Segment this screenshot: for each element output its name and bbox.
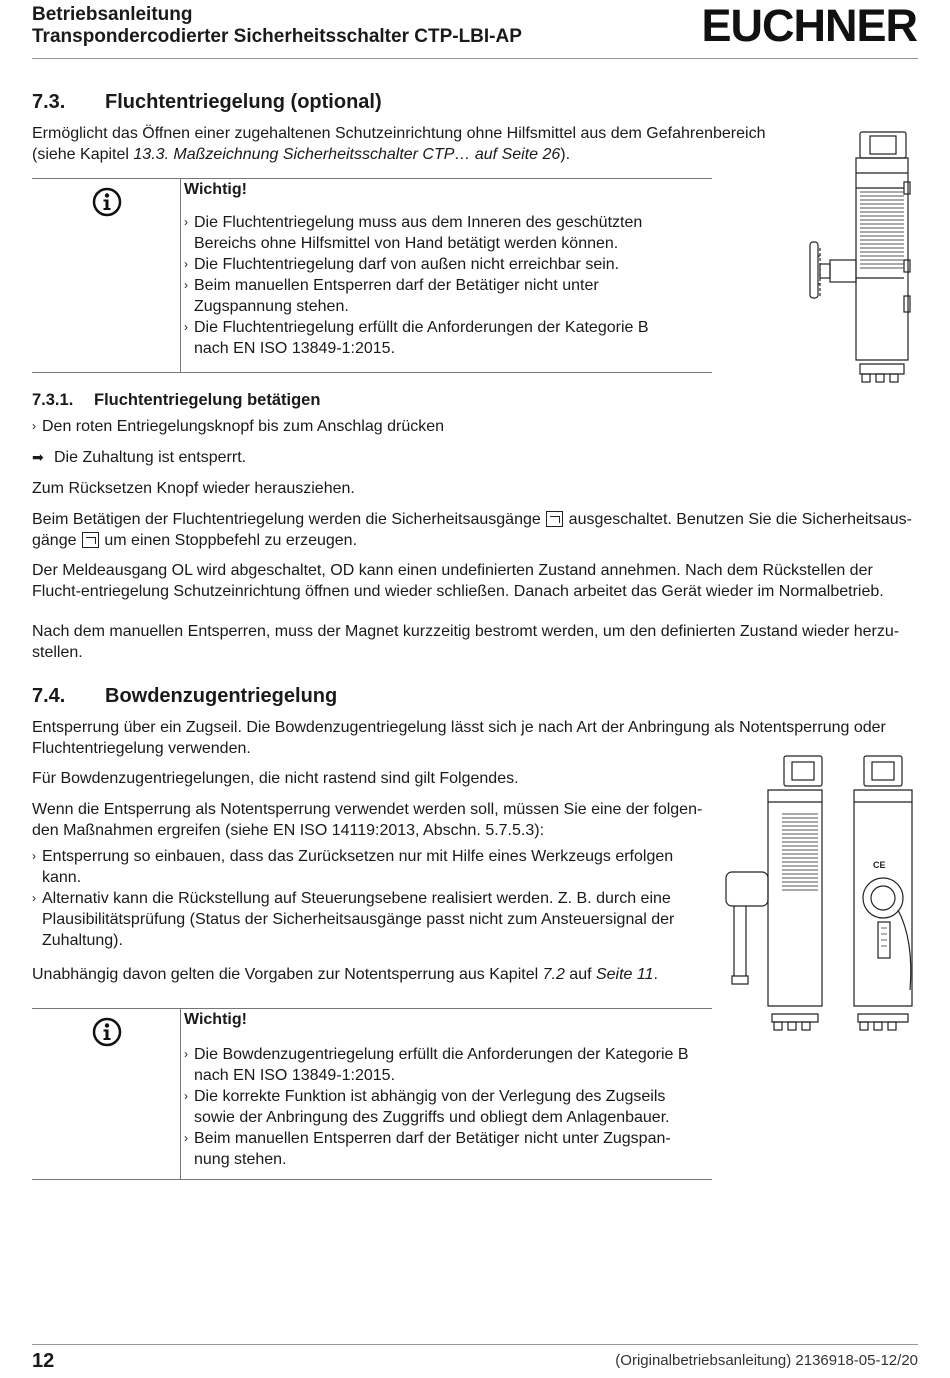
list-item: › Die Fluchtentriegelung erfüllt die Anforderungen der Kategorie B nach EN ISO 13849-1:2015. [184,317,684,359]
subsection-title: Fluchtentriegelung betätigen [94,391,321,409]
section-number: 7.3. [32,91,66,113]
paragraph-text: Unabhängig davon gelten die Vorgaben zur Notentsperrung aus Kapitel [32,966,543,983]
paragraph-text: um einen Stoppbefehl zu erzeugen. [99,532,358,549]
section-title: Bowdenzugentriegelung [105,685,338,707]
safety-outputs-paragraph [32,509,918,551]
bowden-general-rule [32,964,712,985]
intro-text: Ermöglicht das Öffnen einer zugehaltenen Schutzeinrichtung ohne Hilfsmittel aus dem Gefahrenbereich (siehe Kapitel [32,125,766,163]
important-note-1 [32,178,712,373]
page-number: 12 [32,1350,55,1372]
bowden-emergency-measures: Wenn die Entsperrung als Notentsperrung verwendet werden soll, müssen Sie eine der folgen-den Maßnahmen ergreifen (siehe EN ISO 14119:2013, Abschn. 5.7.5.3): [32,801,703,839]
bowden-release-illustration [718,750,928,1040]
measures-list [32,846,712,951]
safety-output-symbol-icon [82,532,99,548]
section-heading-7-3 [32,90,918,114]
reset-instruction: Zum Rücksetzen Knopf wieder herausziehen. [32,480,355,497]
list-item: › Die korrekte Funktion ist abhängig von der Verlegung des Zugseils sowie der Anbringung des Zuggriffs und obliegt dem Anlagenbauer. [184,1086,689,1128]
cross-reference-link[interactable]: 13.3. Maßzeichnung Sicherheitsschalter CTP… auf Seite 26 [133,146,561,163]
signal-output-paragraph: Der Meldeausgang OL wird abgeschaltet, OD kann einen undefinierten Zustand annehmen. Nach dem Rückstellen der Flucht-entriegelung Schutzeinrichtung öffnen und wieder schließen. Danach arbeitet das Gerät wieder im Normalbetrieb. [32,562,884,600]
document-header [32,4,522,48]
list-item: › Alternativ kann die Rückstellung auf Steuerungsebene realisiert werden. Z. B. durch eine Plausibilitätsprüfung (Status der Sicherheitsausgänge passt nicht zum Ansteuersignal der Zuhaltung). [32,888,712,951]
paragraph-text: . [653,966,658,983]
footer-rule [32,1344,918,1345]
page-reference-link[interactable]: Seite 11 [595,966,654,983]
escape-release-illustration [800,128,925,390]
product-title: Transpondercodierter Sicherheitsschalter CTP-LBI-AP [32,26,522,47]
list-item: › Die Fluchtentriegelung darf von außen nicht erreichbar sein. [184,254,712,275]
result-arrow-icon: ➡ [32,449,44,465]
magnet-paragraph: Nach dem manuellen Entsperren, muss der Magnet kurzzeitig bestromt werden, um den definierten Zustand wieder herzu-stellen. [32,623,900,661]
bowden-intro: Entsperrung über ein Zugseil. Die Bowdenzugentriegelung lässt sich je nach Art der Anbringung als Notentsperrung oder Fluchtentriegelung verwenden. [32,719,886,757]
ce-mark: CE [873,860,886,870]
note-list [184,1044,712,1170]
euchner-logo: EUCHNER [701,0,917,51]
list-item: › Beim manuellen Entsperren darf der Betätiger nicht unter Zugspannung stehen. [184,275,699,317]
note-list [184,212,712,359]
result-line [32,447,918,468]
important-note-2 [32,1008,712,1180]
list-item: › Die Fluchtentriegelung muss aus dem Inneren des geschützten Bereichs ohne Hilfsmittel von Hand betätigt werden können. [184,212,699,254]
section-heading-7-4 [32,684,918,708]
section-7-3-intro [32,123,792,165]
chapter-reference-link[interactable]: 7.2 [542,966,565,983]
note-title: Wichtig! [184,181,247,198]
header-rule [32,58,918,59]
list-item: › Beim manuellen Entsperren darf der Betätiger nicht unter Zugspan-nung stehen. [184,1128,689,1170]
subsection-number: 7.3.1. [32,391,74,409]
subsection-heading-7-3-1 [32,390,918,410]
action-step-list [32,416,918,437]
note-divider [180,1009,181,1179]
bowden-nonlatching: Für Bowdenzugentriegelungen, die nicht rastend sind gilt Folgendes. [32,770,519,787]
note-title: Wichtig! [184,1011,247,1028]
list-item: › Die Bowdenzugentriegelung erfüllt die Anforderungen der Kategorie B nach EN ISO 13849-1:2015. [184,1044,704,1086]
intro-text-end: ). [560,146,571,163]
result-text: Die Zuhaltung ist entsperrt. [54,449,247,466]
note-divider [180,179,181,372]
paragraph-text: auf [564,966,596,983]
info-icon [92,187,122,217]
paragraph-text: ausgeschaltet. Benutzen Sie die Sicherheitsaus-gänge [32,511,912,549]
list-item: › Entsperrung so einbauen, dass das Zurücksetzen nur mit Hilfe eines Werkzeugs erfolgen kann. [32,846,712,888]
doc-type: Betriebsanleitung [32,4,193,25]
info-icon [92,1017,122,1047]
section-title: Fluchtentriegelung (optional) [105,91,382,113]
action-step: › Den roten Entriegelungsknopf bis zum Anschlag drücken [32,416,918,437]
paragraph-text: Beim Betätigen der Fluchtentriegelung werden die Sicherheitsausgänge [32,511,546,528]
safety-output-symbol-icon [546,511,563,527]
document-reference: (Originalbetriebsanleitung) 2136918-05-12/20 [615,1352,918,1369]
section-number: 7.4. [32,685,66,707]
